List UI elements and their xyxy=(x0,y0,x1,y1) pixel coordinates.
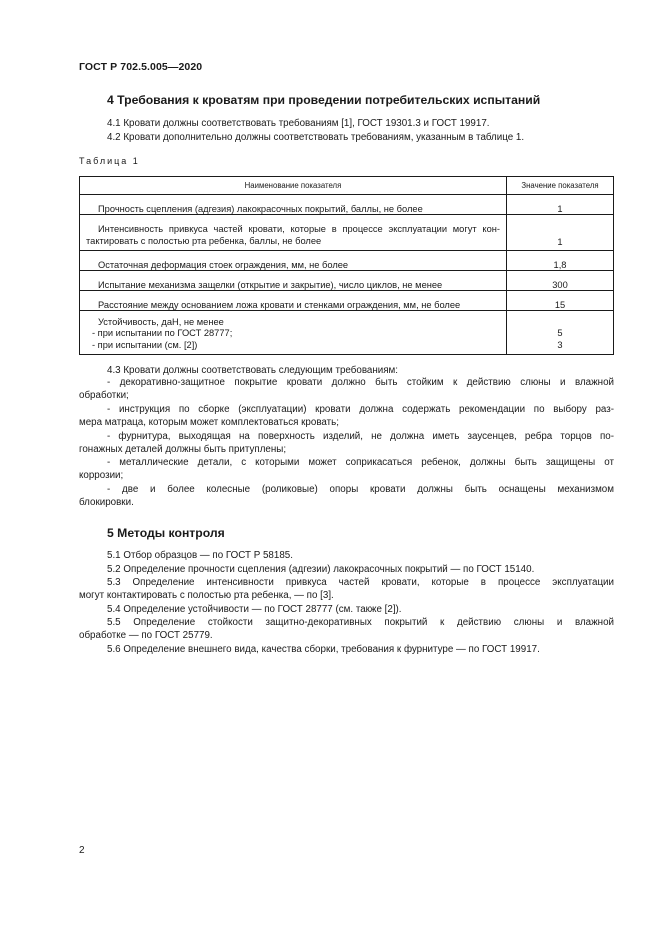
table-cell-value: 15 xyxy=(507,291,614,311)
table-cell-name: Остаточная деформация стоек ограждения, мм, не более xyxy=(80,251,507,271)
table-cell-value: 300 xyxy=(507,271,614,291)
paragraph-4-1: 4.1 Кровати должны соответствовать требованиям [1], ГОСТ 19301.3 и ГОСТ 19917. xyxy=(107,118,490,129)
table-cell-line: - при испытании (см. [2]) xyxy=(92,339,198,350)
paragraph-5-1: 5.1 Отбор образцов — по ГОСТ Р 58185. xyxy=(107,550,293,561)
table-cell-name xyxy=(80,215,507,251)
table-cell-line: 3 xyxy=(557,339,563,350)
paragraph-5-6: 5.6 Определение внешнего вида, качества сборки, требования к фурнитуре — по ГОСТ 19917. xyxy=(107,644,540,655)
table-caption: Таблица 1 xyxy=(79,156,140,166)
paragraph-5-4: 5.4 Определение устойчивости — по ГОСТ 28777 (см. также [2]). xyxy=(107,604,402,615)
list-item-line: - две и более колесные (роликовые) опоры кровати должны быть оснащены механизмом xyxy=(107,484,614,495)
list-item-line: - инструкция по сборке (эксплуатации) кровати должна содержать рекомендации по выбору раз- xyxy=(107,404,614,415)
table-header-row xyxy=(80,177,614,195)
table-cell-line: тактировать с полостью рта ребенка, баллы, не более xyxy=(86,235,322,246)
paragraph-5-3-cont: могут контактировать с полостью рта ребенка, — по [3]. xyxy=(79,590,334,601)
table-row xyxy=(80,251,614,271)
table-cell-name: Испытание механизма защелки (открытие и закрытие), число циклов, не менее xyxy=(80,271,507,291)
list-item-line: коррозии; xyxy=(79,470,124,481)
list-item-line: гонажных деталей должны быть притуплены; xyxy=(79,444,287,455)
list-item-line: - декоративно-защитное покрытие кровати должно быть стойким к действию слюны и влажной xyxy=(107,377,614,388)
list-item-line: - металлические детали, с которыми может соприкасаться ребенок, должны быть защищены от xyxy=(107,457,614,468)
table-cell-name: Расстояние между основанием ложа кровати и стенками ограждения, мм, не более xyxy=(80,291,507,311)
table-row xyxy=(80,311,614,355)
table-cell-value: 1 xyxy=(507,215,614,251)
paragraph-5-3: 5.3 Определение интенсивности привкуса частей кровати, которые в процессе эксплуатации xyxy=(107,577,614,588)
page-number: 2 xyxy=(79,845,85,856)
list-item-line: мера матраца, которым может комплектоваться кровать; xyxy=(79,417,339,428)
list-item-line: - фурнитура, выходящая на поверхность изделий, не должна иметь заусенцев, ребра торцов по- xyxy=(107,431,614,442)
paragraph-4-3: 4.3 Кровати должны соответствовать следующим требованиям: xyxy=(107,365,399,376)
table-cell-line: 5 xyxy=(557,328,563,338)
list-item-line: обработки; xyxy=(79,390,129,401)
table-cell-line: Интенсивность привкуса частей кровати, которые в процессе эксплуатации могут кон- xyxy=(98,224,500,234)
section-4-title: 4 Требования к кроватям при проведении потребительских испытаний xyxy=(107,93,541,107)
paragraph-5-5: 5.5 Определение стойкости защитно-декоративных покрытий к действию слюны и влажной xyxy=(107,617,614,628)
table-cell-name: Прочность сцепления (адгезия) лакокрасочных покрытий, баллы, не более xyxy=(80,195,507,215)
table-row xyxy=(80,291,614,311)
requirements-table xyxy=(79,176,614,355)
document-header: ГОСТ Р 702.5.005—2020 xyxy=(79,61,203,73)
table-cell-value: 1 xyxy=(507,195,614,215)
section-5-title: 5 Методы контроля xyxy=(107,526,225,540)
table-cell-value: 1,8 xyxy=(507,251,614,271)
table-row xyxy=(80,271,614,291)
table-row xyxy=(80,215,614,251)
table-row xyxy=(80,195,614,215)
table-header-name: Наименование показателя xyxy=(80,177,507,195)
list-item-line: блокировки. xyxy=(79,497,134,508)
paragraph-5-5-cont: обработке — по ГОСТ 25779. xyxy=(79,630,213,641)
table-cell-line: - при испытании по ГОСТ 28777; xyxy=(92,328,233,338)
paragraph-5-2: 5.2 Определение прочности сцепления (адгезии) лакокрасочных покрытий — по ГОСТ 15140. xyxy=(107,564,535,575)
table-cell-line: Устойчивость, даН, не менее xyxy=(98,316,224,327)
table-cell-name xyxy=(80,311,507,355)
paragraph-4-2: 4.2 Кровати дополнительно должны соответствовать требованиям, указанным в таблице 1. xyxy=(107,132,525,143)
table-header-value: Значение показателя xyxy=(507,177,614,195)
table-cell-value xyxy=(507,311,614,355)
